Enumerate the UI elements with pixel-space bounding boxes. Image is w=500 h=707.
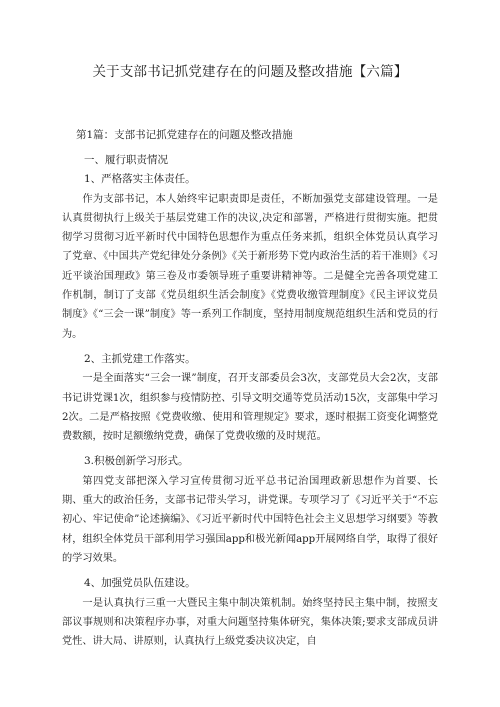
paragraph: 一是全面落实“三会一课”制度，召开支部委员会3次，支部党员大会2次，支部书记讲党课1次，组织参与疫情防控、引导文明交通等党员活动15次，支部集中学习2次。二是严格按照《党费收缴、使用和管理规定》要求，逐时根据工资变化调整党费数额，按时足额缴纳党费，确保了党费收缴的及时规范。 <box>62 373 439 443</box>
paragraph: 一是认真执行三重一大暨民主集中制决策机制。始终坚持民主集中制，按照支部议事规则和决策程序办事，对重大问题坚持集体研究，集体决策;要求支部成员讲党性、讲大局、讲原则，认真执行上级党委决议决定，自 <box>62 597 438 648</box>
subsection-heading: 1、严格落实主体责任。 <box>84 173 196 186</box>
subsection-heading: 4、加强党员队伍建设。 <box>84 577 196 590</box>
subsection-heading: 3.积极创新学习形式。 <box>84 455 189 468</box>
paragraph: 作为支部书记，本人始终牢记职责即是责任，不断加强党支部建设管理。一是认真贯彻执行上级关于基层党建工作的决议,决定和部署，严格进行贯彻实施。把贯彻学习贯彻习近平新时代中国特色思想作为重点任务来抓，组织全体党员认真学习了党章、《中国共产党纪律处分条例》《关于新形势下党内政治生活的若干准则》《习近平谈治国理政》第三卷及市委领导班子重要讲精神等。二是健全完善各项党建工作机制，制订了支部《党员组织生活会制度》《党费收缴管理制度》《民主评议党员制度》《“三会一课”制度》等一系列工作制度，坚持用制度规范组织生活和党员的行为。 <box>62 193 438 340</box>
subsection-heading: 2、主抓党建工作落实。 <box>84 352 196 365</box>
section-heading: 一、履行职责情况 <box>84 154 168 166</box>
document-title: 关于支部书记抓党建存在的问题及整改措施【六篇】 <box>92 64 408 80</box>
paragraph: 第四党支部把深入学习宣传贯彻习近平总书记治国理政新思想作为首要、长期、重大的政治任务，支部书记带头学习，讲党课。专项学习了《习近平关于“不忘初心、牢记使命”论述摘编》、《习近平新时代中国特色社会主义思想学习纲要》等教材，组织全体党员干部利用学习强国app和极光新闻app开展网络自学，取得了很好的学习效果。 <box>62 475 438 564</box>
article-heading: 第1篇：支部书记抓党建存在的问题及整改措施 <box>76 129 293 141</box>
